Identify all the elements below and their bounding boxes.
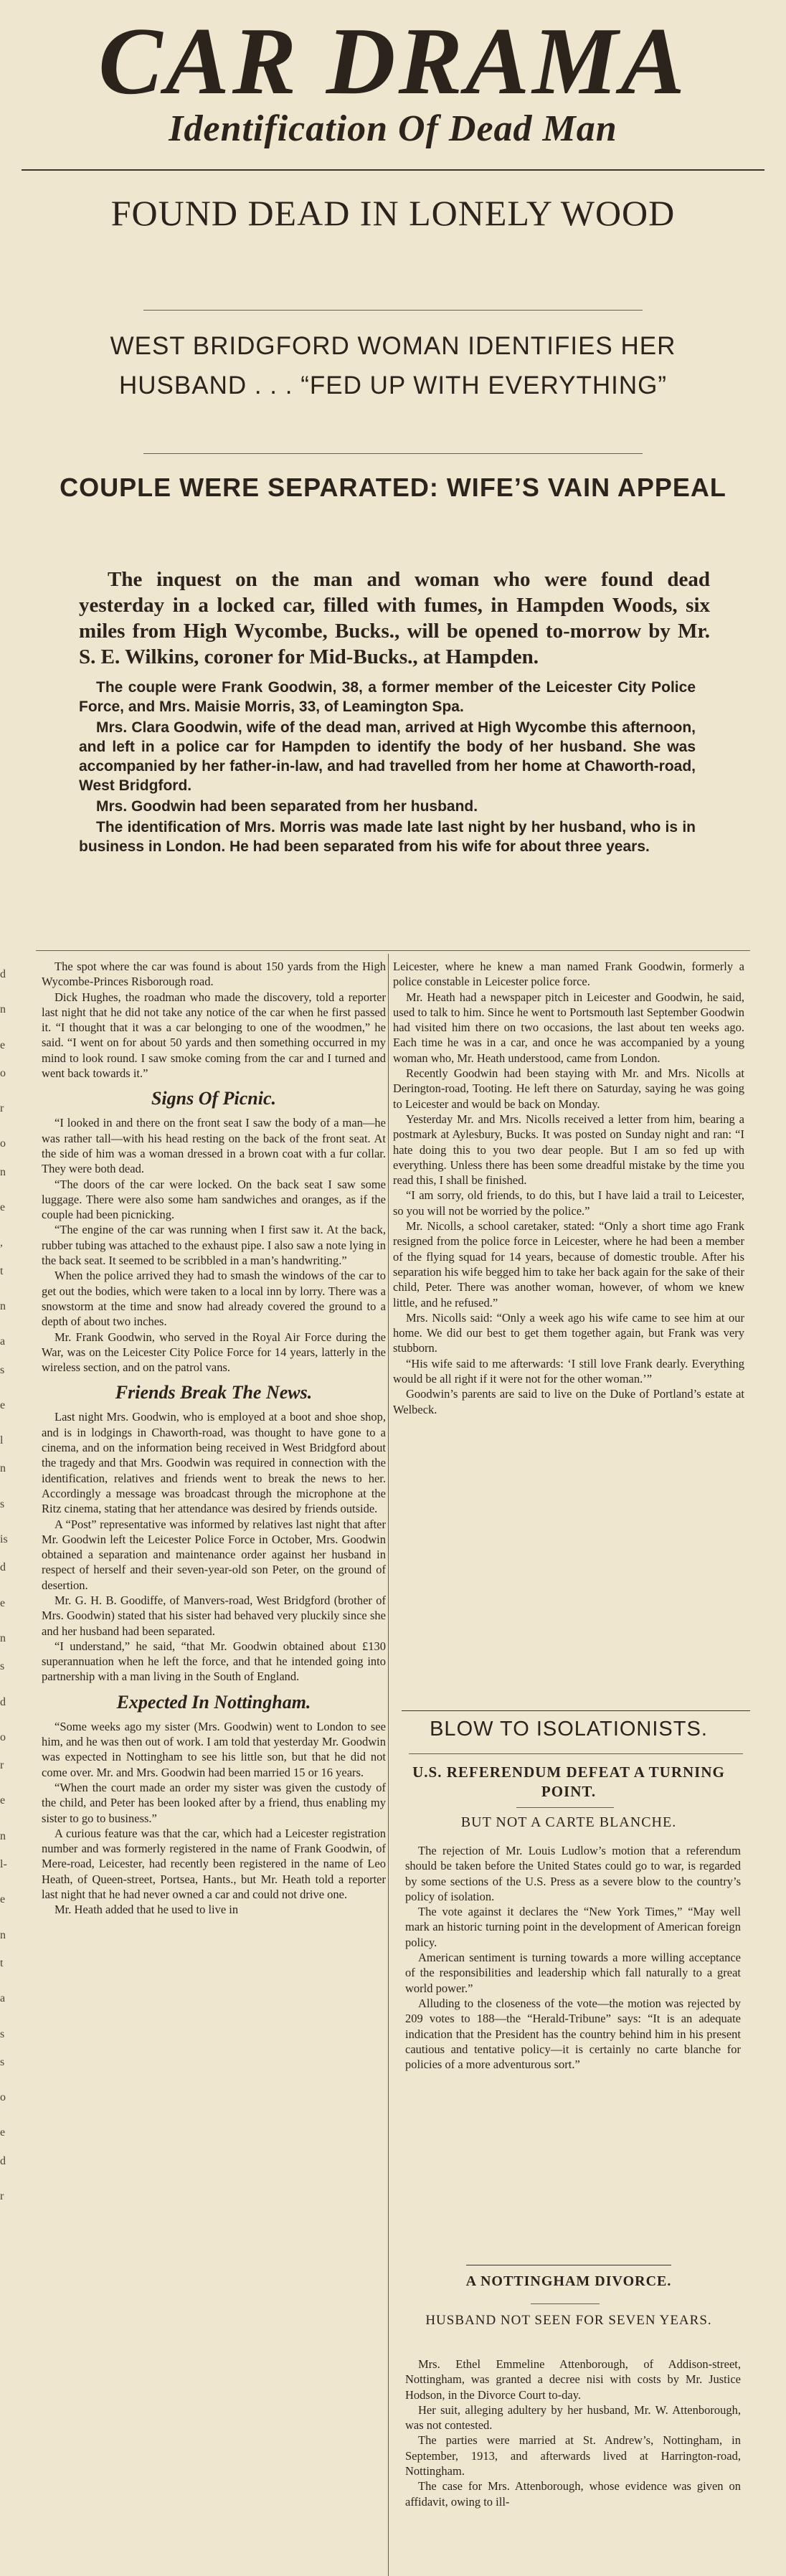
body-paragraph: A curious feature was that the car, which had a Leicester registration number and was formerly registered in the name of Frank Goodwin, of Mere-road, Leicester, had recently been registered in the name of Leo Heath, of Queen-street, Portsea, Hants., but Mr. Heath told a reporter last night that he had never owned a car and could not drive one.: [42, 1826, 386, 1902]
body-paragraph: Mr. Frank Goodwin, who served in the Royal Air Force during the War, was on the Leicester City Police Force for 14 years, latterly in the wireless section, and on the patrol vans.: [42, 1330, 386, 1375]
edge-fragment: s: [0, 2027, 5, 2040]
left-column: [42, 959, 386, 1918]
edge-fragment: o: [0, 1730, 6, 1743]
edge-fragment: s: [0, 1497, 5, 1510]
edge-fragment: e: [0, 1038, 6, 1051]
divorce-deck: HUSBAND NOT SEEN FOR SEVEN YEARS.: [425, 2313, 712, 2328]
edge-fragment: d: [0, 968, 6, 980]
isolationists-body: [405, 1843, 741, 2072]
body-paragraph: “The engine of the car was running when I first saw it. At the back, rubber tubing was attached to the exhaust pipe. I also saw a note lying in the back seat. It seemed to be scribbled in a man’s handwriting.”: [42, 1223, 386, 1268]
edge-fragment: d: [0, 1561, 6, 1574]
divorce-title: A NOTTINGHAM DIVORCE.: [465, 2273, 672, 2289]
body-paragraph: “I looked in and there on the front seat I saw the body of a man—he was rather tall—with his head resting on the back of the front seat. At the side of him was a woman dressed in a brown coat with a fur collar. They were both dead.: [42, 1116, 386, 1176]
bold-summary: [79, 678, 696, 858]
body-paragraph: “I understand,” he said, “that Mr. Goodwin obtained about £130 superannuation when he left the force, and that he intended going into partnership with a man living in the South of England.: [42, 1639, 386, 1684]
edge-fragment: n: [0, 1632, 6, 1644]
edge-fragment: e: [0, 1893, 6, 1906]
body-paragraph: When the police arrived they had to smash the windows of the car to get out the bodies, which were taken to a local inn by lorry. There was a snowstorm at the time and snow had already covered the ground to a depth of about two inches.: [42, 1269, 386, 1329]
headline-sub: Identification Of Dead Man: [169, 108, 617, 149]
edge-fragment: e: [0, 1398, 6, 1411]
headline-deck-found-dead: FOUND DEAD IN LONELY WOOD: [110, 193, 676, 233]
edge-fragment: ,: [0, 1236, 3, 1249]
edge-fragment: r: [0, 2189, 4, 2202]
summary-paragraph: The identification of Mrs. Morris was made late last night by her husband, who is in business in London. He had been separated from his wife for about three years.: [79, 819, 696, 855]
edge-fragment: n: [0, 1003, 6, 1016]
edge-fragment: o: [0, 1066, 6, 1079]
edge-fragment: o: [0, 1137, 6, 1150]
edge-fragment: l-: [0, 1858, 7, 1871]
summary-paragraph: Mrs. Clara Goodwin, wife of the dead man, arrived at High Wycombe this afternoon, and left in a police car for Hampden to identify the body of her husband. She was accompanied by her father-in-law, and had travelled from her home at Chaworth-road, West Bridgford.: [79, 719, 696, 794]
headline-deck-separated: COUPLE WERE SEPARATED: WIFE’S VAIN APPEAL: [60, 473, 726, 502]
divider: [22, 169, 764, 171]
edge-fragment: a: [0, 1335, 6, 1348]
edge-fragments: [0, 954, 9, 2204]
edge-fragment: n: [0, 1928, 6, 1941]
divider: [143, 453, 643, 454]
body-paragraph: Mr. Nicolls, a school caretaker, stated: “Only a short time ago Frank resigned from the police force in Leicester, where he had been a member of the flying squad for 14 years, because of domestic trouble. After his separation his wife begged him to take her back again for the sake of their child, Peter. There was another woman, however, of whom we knew little, and he refused.”: [393, 1219, 744, 1310]
body-paragraph: The spot where the car was found is about 150 yards from the High Wycombe-Princes Risborough road.: [42, 960, 386, 989]
body-paragraph: The case for Mrs. Attenborough, whose evidence was given on affidavit, owing to ill-: [405, 2479, 741, 2509]
body-paragraph: Alluding to the closeness of the vote—the motion was rejected by 209 votes to 188—the “Herald-Tribune” says: “It is an adequate indication that the President has the country behind him in his present cautious and tentative policy—it is certainly no carte blanche for policies of a more adventurous sort.”: [405, 1996, 741, 2072]
edge-fragment: n: [0, 1299, 6, 1312]
body-paragraph: The rejection of Mr. Louis Ludlow’s motion that a referendum should be taken before the United States could go to war, is regarded by some sections of the U.S. Press as a severe blow to the country’s policy of isolation.: [405, 1844, 741, 1903]
divider: [143, 310, 643, 311]
summary-paragraph: Mrs. Goodwin had been separated from her husband.: [96, 798, 478, 815]
body-paragraph: The parties were married at St. Andrew’s, Nottingham, in September, 1913, and afterwards lived at Harrington-road, Nottingham.: [405, 2433, 741, 2478]
lead-paragraph: The inquest on the man and woman who were found dead yesterday in a locked car, filled with fumes, in Hampden Woods, six miles from High Wycombe, Bucks., will be opened to-morrow by Mr. S. E. Wilkins, coroner for Mid-Bucks., at Hampden.: [79, 568, 710, 668]
body-paragraph: Goodwin’s parents are said to live on the Duke of Portland’s estate at Welbeck.: [393, 1387, 744, 1416]
edge-fragment: t: [0, 1956, 4, 1969]
divider: [36, 950, 750, 951]
body-paragraph: “The doors of the car were locked. On the back seat I saw some luggage. There were also some ham sandwiches and oranges, as if the couple had been picnicking.: [42, 1177, 386, 1222]
body-paragraph: “His wife said to me afterwards: ‘I still love Frank dearly. Everything would be all right if it were not for the other woman.’”: [393, 1356, 744, 1386]
body-paragraph: Mr. G. H. B. Goodiffe, of Manvers-road, West Bridgford (brother of Mrs. Goodwin) stated that his sister had behaved very pluckily since she and her husband had been separated.: [42, 1593, 386, 1638]
edge-fragment: s: [0, 2055, 5, 2068]
body-paragraph: American sentiment is turning towards a more willing acceptance of the responsibilities and leadership which fall naturally to a great world power.”: [405, 1951, 741, 1995]
edge-fragment: is: [0, 1533, 8, 1546]
body-paragraph: Her suit, alleging adultery by her husband, Mr. W. Attenborough, was not contested.: [405, 2402, 741, 2433]
body-paragraph: Mrs. Ethel Emmeline Attenborough, of Addison-street, Nottingham, was granted a decree nisi with costs by Mr. Justice Hodson, in the Divorce Court to-day.: [405, 2357, 741, 2402]
edge-fragment: l: [0, 1434, 4, 1447]
body-paragraph: Leicester, where he knew a man named Frank Goodwin, formerly a police constable in Leicester police force.: [393, 960, 744, 989]
body-paragraph: Recently Goodwin had been staying with Mr. and Mrs. Nicolls at Derington-road, Tooting. He left there on Saturday, saying he was going to Leicester and would be back on Monday.: [393, 1066, 744, 1111]
edge-fragment: e: [0, 1596, 6, 1609]
isolationists-subdeck: BUT NOT A CARTE BLANCHE.: [460, 1814, 677, 1830]
subheading-signs-of-picnic: Signs Of Picnic.: [151, 1088, 277, 1109]
body-paragraph: Yesterday Mr. and Mrs. Nicolls received a letter from him, bearing a postmark at Aylesbury, Bucks. It was posted on Sunday night and ran: “I hate doing this to you two dear people. But I am so fed up with everything. Unless there has been some dreadful mistake by the time you read this, I shall be finished.: [393, 1112, 744, 1188]
edge-fragment: d: [0, 2154, 6, 2167]
body-paragraph: “When the court made an order my sister was given the custody of the child, and Peter has been looked after by a friend, thus enabling my sister to go to business.”: [42, 1780, 386, 1825]
divider: [531, 2303, 600, 2304]
body-paragraph: “Some weeks ago my sister (Mrs. Goodwin) went to London to see him, and he was then out of work. I am told that yesterday Mr. Goodwin was expected in Nottingham to see his little son, but that he did not come over. Mr. and Mrs. Goodwin had been married 15 or 16 years.: [42, 1719, 386, 1779]
edge-fragment: e: [0, 1794, 6, 1807]
body-paragraph: “I am sorry, old friends, to do this, but I have laid a trail to Leicester, so you will not be worried by the police.”: [393, 1188, 744, 1218]
summary-paragraph: The couple were Frank Goodwin, 38, a former member of the Leicester City Police Force, and Mrs. Maisie Morris, 33, of Leamington Spa.: [79, 679, 696, 715]
edge-fragment: t: [0, 1264, 4, 1277]
right-column: [393, 959, 744, 1417]
edge-fragment: n: [0, 1829, 6, 1842]
isolationists-deck: U.S. REFERENDUM DEFEAT A TURNING POINT.: [412, 1763, 725, 1800]
edge-fragment: s: [0, 1660, 5, 1673]
body-paragraph: Mr. Heath had a newspaper pitch in Leicester and Goodwin, he said, used to talk to him. Since he went to Portsmouth last September Goodwin had visited him there on two occasions, the last about ten weeks ago. Each time he was in a car, and once he was accompanied by a young woman who, Mr. Heath understood, came from London.: [393, 990, 744, 1065]
body-paragraph: Mrs. Nicolls said: “Only a week ago his wife came to see him at our home. We did our best to get them together again, but Frank was very stubborn.: [393, 1310, 744, 1355]
subheading-friends-break-news: Friends Break The News.: [115, 1382, 313, 1403]
headline-deck-identifies: WEST BRIDGFORD WOMAN IDENTIFIES HER HUSBAND . . . “FED UP WITH EVERYTHING”: [110, 332, 676, 399]
column-divider: [388, 954, 389, 2576]
edge-fragment: n: [0, 1165, 6, 1178]
edge-fragment: r: [0, 1102, 4, 1115]
edge-fragment: n: [0, 1462, 6, 1475]
divider: [402, 1710, 750, 1711]
edge-fragment: e: [0, 2126, 6, 2139]
edge-fragment: e: [0, 1201, 6, 1214]
edge-fragment: a: [0, 1992, 6, 2005]
edge-fragment: d: [0, 1695, 6, 1708]
edge-fragment: r: [0, 1759, 4, 1772]
divorce-body: [405, 2357, 741, 2509]
body-paragraph: The vote against it declares the “New York Times,” “May well mark an historic turning point in the development of American foreign policy.: [405, 1905, 741, 1949]
divider: [516, 1807, 614, 1808]
edge-fragment: o: [0, 2091, 6, 2104]
edge-fragment: s: [0, 1363, 5, 1376]
body-paragraph: A “Post” representative was informed by relatives last night that after Mr. Goodwin left the Leicester Police Force in October, Mrs. Goodwin obtained a separation and maintenance order against her husband in respect of herself and their seven-year-old son Peter, on the ground of desertion.: [42, 1517, 386, 1592]
headline-main: CAR DRAMA: [98, 8, 688, 114]
body-paragraph: Mr. Heath added that he used to live in: [55, 1903, 239, 1917]
subheading-expected-in-nottingham: Expected In Nottingham.: [116, 1691, 311, 1713]
body-paragraph: Dick Hughes, the roadman who made the discovery, told a reporter last night that he did not take any notice of the car when he first passed it. “I thought that it was a car belonging to one of the woodmen,” he said. “I went on for about 50 yards and then something occurred in my mind to look round. I saw smoke coming from the car and I turned and went back towards it.”: [42, 990, 386, 1081]
divider: [409, 1753, 743, 1754]
body-paragraph: Last night Mrs. Goodwin, who is employed at a boot and shoe shop, and is in lodgings in Chaworth-road, was thought to have gone to a cinema, and on the information being received in West Bridgford about the tragedy and that Mrs. Goodwin was required in connection with the identification, relatives and friends went to break the news to her. Accordingly a message was broadcast through the microphone at the Ritz cinema, stating that her attendance was desired by friends outside.: [42, 1410, 386, 1516]
isolationists-title: BLOW TO ISOLATIONISTS.: [430, 1718, 708, 1741]
